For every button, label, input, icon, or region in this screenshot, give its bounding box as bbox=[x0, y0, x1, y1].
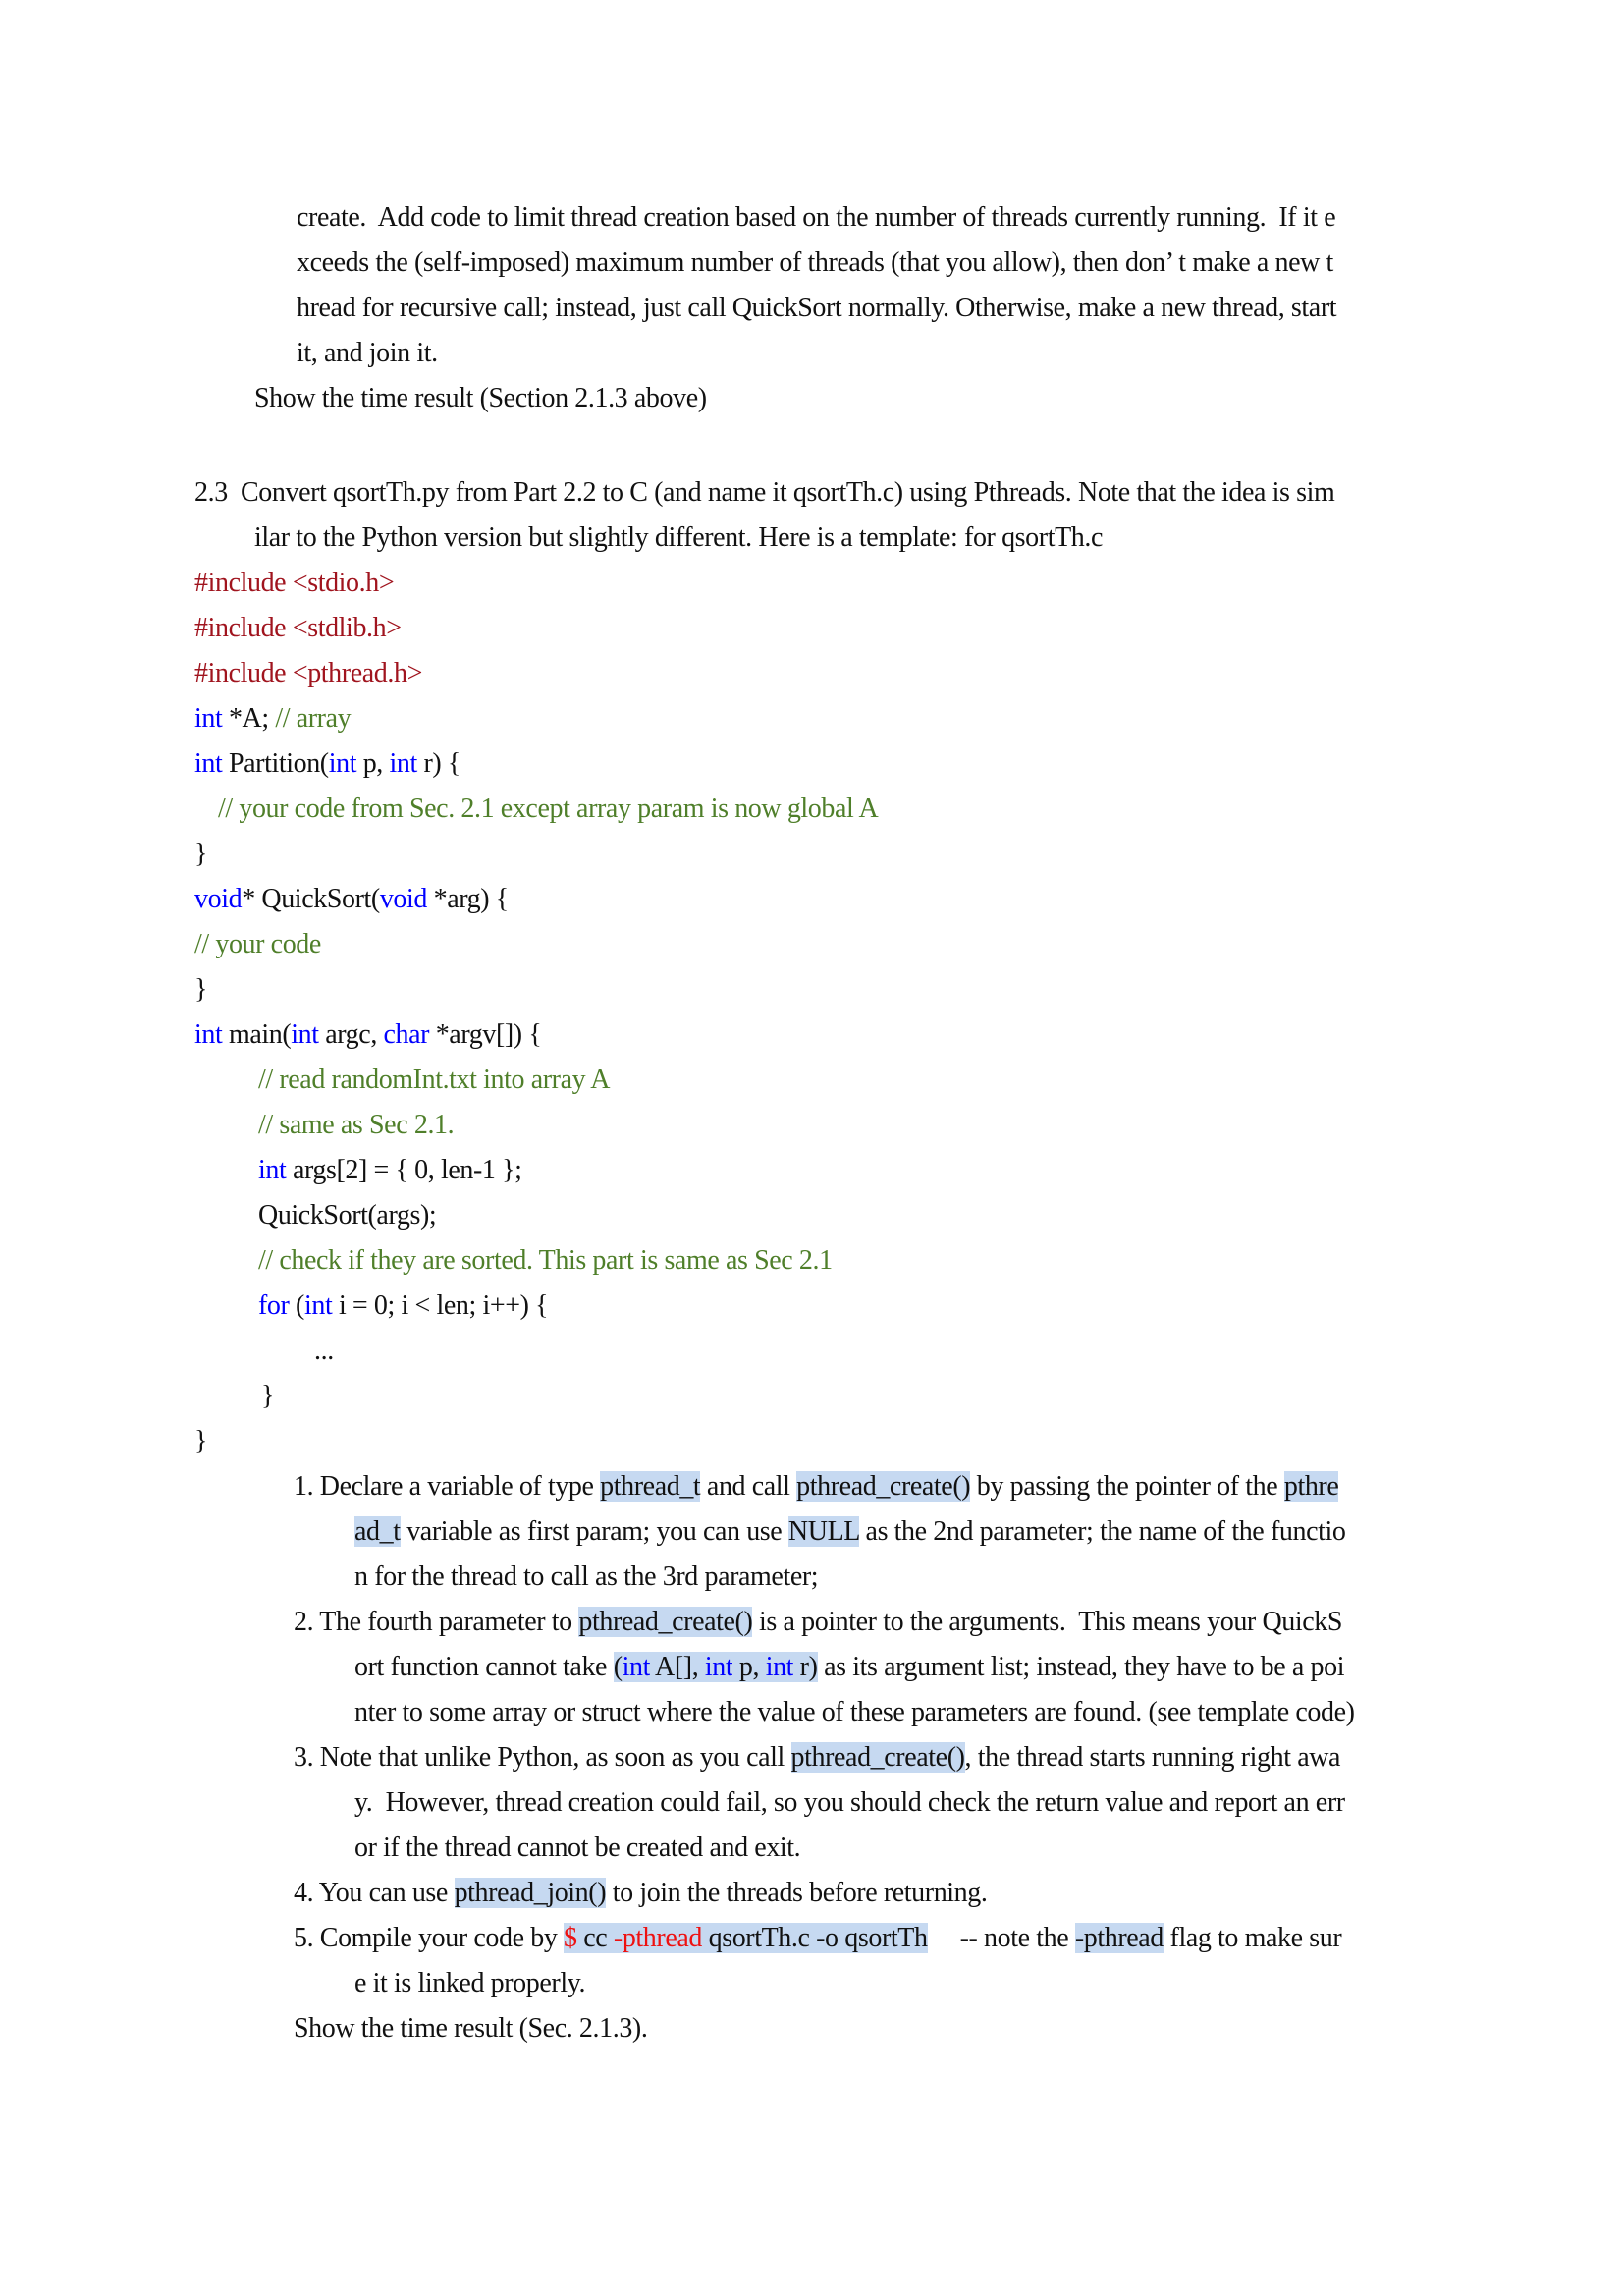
content-line bbox=[194, 473, 1334, 513]
code-keyword: int bbox=[194, 703, 223, 734]
content-line bbox=[194, 609, 402, 648]
text-segment: variable as first param; you can use bbox=[400, 1516, 788, 1547]
highlighted-code: qsortTh.c -o qsortTh bbox=[702, 1923, 928, 1953]
content-line bbox=[194, 744, 460, 784]
text-segment: *arg) { bbox=[427, 884, 509, 914]
content-line bbox=[354, 1512, 1345, 1552]
content-line bbox=[294, 1467, 1338, 1506]
code-comment: // your code bbox=[194, 929, 321, 959]
content-line bbox=[294, 1738, 1340, 1777]
text-segment: ... bbox=[314, 1336, 334, 1366]
text-segment: by passing the pointer of the bbox=[970, 1471, 1284, 1502]
highlighted-code: pthread_join() bbox=[454, 1878, 607, 1908]
text-segment: 4. You can use bbox=[294, 1878, 455, 1908]
content-line bbox=[194, 564, 394, 603]
highlighted-code: ( bbox=[613, 1652, 623, 1682]
paragraph-line bbox=[297, 198, 1335, 238]
text-segment: 1. Declare a variable of type bbox=[294, 1471, 601, 1502]
text-segment: ort function cannot take bbox=[354, 1652, 614, 1682]
content-line bbox=[354, 1558, 818, 1597]
code-keyword: int bbox=[258, 1155, 287, 1185]
code-comment: // your code from Sec. 2.1 except array param is now global A bbox=[218, 793, 879, 824]
text-segment: 2.3 Convert qsortTh.py from Part 2.2 to C (and name it qsortTh.c) using Pthreads. Note that the idea is sim bbox=[194, 477, 1335, 508]
text-segment: ( bbox=[289, 1290, 304, 1321]
code-keyword: void bbox=[194, 884, 243, 914]
text-segment: Show the time result (Sec. 2.1.3). bbox=[294, 2013, 648, 2044]
text-segment: } bbox=[194, 974, 208, 1005]
text-segment: ilar to the Python version but slightly different. Here is a template: for qsortTh.c bbox=[254, 522, 1104, 553]
text-segment: e it is linked properly. bbox=[354, 1968, 586, 1998]
text-segment: to join the threads before returning. bbox=[606, 1878, 988, 1908]
text-segment: } bbox=[194, 839, 208, 869]
text-segment: 3. Note that unlike Python, as soon as you call bbox=[294, 1742, 791, 1773]
content-line bbox=[258, 1061, 610, 1100]
highlighted-code: NULL bbox=[787, 1516, 859, 1547]
content-line bbox=[354, 1964, 585, 2003]
content-line bbox=[254, 519, 1103, 558]
text-segment: it, and join it. bbox=[297, 338, 438, 368]
text-segment: } bbox=[194, 1426, 208, 1456]
highlighted-code: int bbox=[765, 1652, 794, 1682]
text-segment: flag to make sur bbox=[1163, 1923, 1342, 1953]
code-keyword: int bbox=[303, 1290, 333, 1321]
text-segment: create. Add code to limit thread creation based on the number of threads currently running. If it e bbox=[297, 202, 1336, 233]
text-segment: argc, bbox=[318, 1019, 384, 1050]
text-segment: is a pointer to the arguments. This means your QuickS bbox=[752, 1607, 1343, 1637]
text-segment: n for the thread to call as the 3rd parameter; bbox=[354, 1561, 819, 1592]
code-comment: // same as Sec 2.1. bbox=[258, 1110, 455, 1140]
content-line bbox=[258, 1286, 548, 1326]
text-segment: Show the time result (Section 2.1.3 above) bbox=[254, 383, 707, 413]
text-segment: main( bbox=[222, 1019, 292, 1050]
highlighted-code: r) bbox=[793, 1652, 818, 1682]
content-line bbox=[258, 1151, 522, 1190]
highlighted-code: p, bbox=[732, 1652, 766, 1682]
code-keyword: void bbox=[379, 884, 428, 914]
code-comment: // check if they are sorted. This part is same as Sec 2.1 bbox=[258, 1245, 833, 1276]
text-segment: args[2] = { 0, len-1 }; bbox=[286, 1155, 522, 1185]
text-segment: Partition( bbox=[222, 748, 329, 779]
paragraph-line bbox=[297, 244, 1333, 283]
content-line bbox=[354, 1829, 800, 1868]
text-segment: and call bbox=[700, 1471, 797, 1502]
code-comment: // read randomInt.txt into array A bbox=[258, 1065, 611, 1095]
code-keyword: for bbox=[258, 1290, 290, 1321]
content-line bbox=[194, 835, 207, 874]
content-line bbox=[354, 1693, 1355, 1732]
content-line bbox=[294, 2009, 647, 2049]
text-segment: hread for recursive call; instead, just call QuickSort normally. Otherwise, make a new thread, start bbox=[297, 293, 1337, 323]
code-keyword: int bbox=[328, 748, 357, 779]
text-segment: p, bbox=[356, 748, 390, 779]
content-line bbox=[194, 970, 207, 1010]
code-preprocessor: #include <stdlib.h> bbox=[194, 613, 402, 643]
content-line bbox=[354, 1648, 1344, 1687]
text-segment: i = 0; i < len; i++) { bbox=[332, 1290, 549, 1321]
content-line bbox=[258, 1241, 833, 1281]
text-segment: QuickSort(args); bbox=[258, 1200, 437, 1230]
text-segment: 2. The fourth parameter to bbox=[294, 1607, 579, 1637]
highlighted-code: pthread_create() bbox=[796, 1471, 971, 1502]
text-segment: 5. Compile your code by bbox=[294, 1923, 565, 1953]
text-segment: as the 2nd parameter; the name of the functio bbox=[858, 1516, 1346, 1547]
code-keyword: int bbox=[291, 1019, 319, 1050]
content-line bbox=[294, 1874, 987, 1913]
highlighted-code: pthread_create() bbox=[578, 1607, 753, 1637]
content-line bbox=[258, 1196, 436, 1235]
content-line bbox=[314, 1332, 334, 1371]
highlighted-code: int bbox=[704, 1652, 733, 1682]
content-line bbox=[194, 654, 422, 693]
content-line bbox=[194, 925, 321, 964]
text-segment: *argv[]) { bbox=[429, 1019, 542, 1050]
content-line bbox=[294, 1919, 1341, 1958]
content-line bbox=[194, 1422, 207, 1461]
code-preprocessor: #include <pthread.h> bbox=[194, 658, 422, 688]
highlighted-code: int bbox=[622, 1652, 650, 1682]
paragraph-line bbox=[297, 334, 438, 373]
text-segment: r) { bbox=[416, 748, 460, 779]
paragraph-line bbox=[254, 379, 707, 418]
highlighted-code: pthre bbox=[1283, 1471, 1339, 1502]
text-segment: * QuickSort( bbox=[242, 884, 380, 914]
content-line bbox=[194, 699, 351, 738]
highlighted-code: pthread_t bbox=[600, 1471, 701, 1502]
content-line bbox=[354, 1783, 1345, 1823]
content-line bbox=[261, 1377, 274, 1416]
paragraph-line bbox=[297, 289, 1336, 328]
text-segment: xceeds the (self-imposed) maximum number of threads (that you allow), then don’ t make a new t bbox=[297, 247, 1333, 278]
content-line bbox=[194, 1015, 541, 1055]
code-keyword: int bbox=[194, 1019, 223, 1050]
code-preprocessor: #include <stdio.h> bbox=[194, 568, 395, 598]
highlighted-code: cc bbox=[576, 1923, 614, 1953]
text-segment: } bbox=[261, 1381, 275, 1411]
text-segment: , the thread starts running right awa bbox=[964, 1742, 1341, 1773]
highlighted-code: -pthread bbox=[1074, 1923, 1164, 1953]
text-segment: as its argument list; instead, they have to be a poi bbox=[817, 1652, 1345, 1682]
code-keyword: int bbox=[194, 748, 223, 779]
text-segment: -- note the bbox=[927, 1923, 1075, 1953]
content-line bbox=[218, 790, 878, 829]
text-segment: or if the thread cannot be created and exit. bbox=[354, 1832, 801, 1863]
highlighted-code: -pthread bbox=[613, 1923, 702, 1953]
content-line bbox=[294, 1603, 1342, 1642]
highlighted-code: pthread_create() bbox=[790, 1742, 965, 1773]
highlighted-code: $ bbox=[564, 1923, 577, 1953]
text-segment: nter to some array or struct where the value of these parameters are found. (see template code) bbox=[354, 1697, 1355, 1727]
highlighted-code: ad_t bbox=[354, 1516, 401, 1547]
content-line bbox=[258, 1106, 454, 1145]
content-line bbox=[194, 880, 509, 919]
text-segment: *A; bbox=[222, 703, 276, 734]
code-keyword: char bbox=[383, 1019, 430, 1050]
text-segment: y. However, thread creation could fail, so you should check the return value and report an err bbox=[354, 1787, 1345, 1818]
code-keyword: int bbox=[389, 748, 417, 779]
code-comment: // array bbox=[275, 703, 352, 734]
highlighted-code: A[], bbox=[649, 1652, 705, 1682]
